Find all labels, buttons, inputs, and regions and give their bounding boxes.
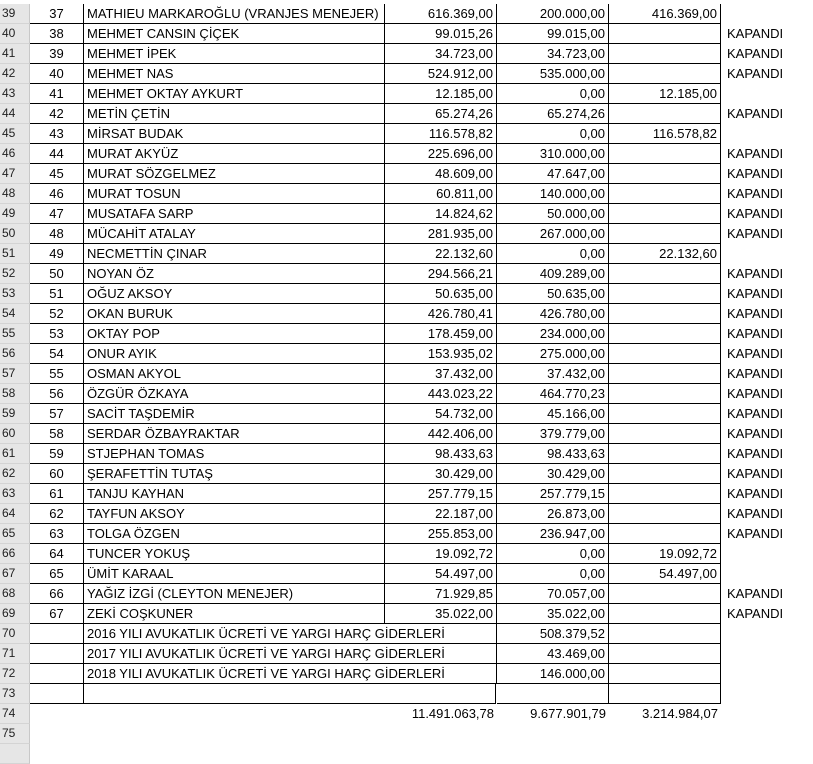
cell-name[interactable]: OĞUZ AKSOY (84, 284, 385, 304)
row-header[interactable]: 59 (0, 404, 30, 424)
cell-name[interactable]: TAYFUN AKSOY (84, 504, 385, 524)
table-row (0, 404, 813, 424)
table-row (0, 104, 813, 124)
cell-no[interactable]: 52 (30, 304, 84, 324)
cell-amount-2[interactable]: 26.873,00 (497, 504, 609, 524)
cell-name[interactable]: TUNCER YOKUŞ (84, 544, 385, 564)
cell-amount-3[interactable]: 22.132,60 (609, 244, 721, 264)
cell-amount-3[interactable] (609, 264, 721, 284)
row-header[interactable]: 70 (0, 624, 30, 644)
cell-expense-label[interactable]: 2016 YILI AVUKATLIK ÜCRETİ VE YARGI HARÇ GİDERLERİ (84, 624, 385, 644)
cell-amount-3[interactable] (609, 624, 721, 644)
cell-name[interactable]: ÖZGÜR ÖZKAYA (84, 384, 385, 404)
cell-amount-1[interactable]: 54.497,00 (385, 564, 497, 584)
cell-no[interactable]: 65 (30, 564, 84, 584)
cell-status[interactable]: KAPANDI (727, 226, 784, 241)
table-row (0, 324, 813, 344)
cell-amount-2[interactable]: 535.000,00 (497, 64, 609, 84)
cell-status[interactable] (721, 564, 813, 584)
cell-no[interactable]: 58 (30, 424, 84, 444)
cell-amount-2[interactable]: 37.432,00 (497, 364, 609, 384)
row-header[interactable] (0, 744, 30, 764)
cell-name[interactable]: MATHIEU MARKAROĞLU (VRANJES MENEJER) (84, 4, 385, 24)
cell-name[interactable]: YAĞIZ İZGİ (CLEYTON MENEJER) (84, 584, 385, 604)
cell-amount-3[interactable] (609, 464, 721, 484)
cell-amount-3[interactable] (609, 404, 721, 424)
cell-amount-2[interactable]: 310.000,00 (497, 144, 609, 164)
cell-status[interactable]: KAPANDI (727, 46, 784, 61)
row-header[interactable]: 48 (0, 184, 30, 204)
cell-amount-3[interactable]: 12.185,00 (609, 84, 721, 104)
row-header[interactable]: 47 (0, 164, 30, 184)
cell-amount-3[interactable] (609, 644, 721, 664)
cell-name[interactable]: NOYAN ÖZ (84, 264, 385, 284)
cell-name[interactable]: OKTAY POP (84, 324, 385, 344)
cell-no[interactable] (30, 624, 84, 644)
totals-row (0, 704, 813, 724)
cell-amount-1[interactable]: 37.432,00 (385, 364, 497, 384)
table-row (0, 424, 813, 444)
cell-amount-2[interactable]: 50.000,00 (497, 204, 609, 224)
cell-amount-3[interactable] (609, 684, 721, 704)
cell-name[interactable]: OSMAN AKYOL (84, 364, 385, 384)
cell-amount-2[interactable]: 236.947,00 (497, 524, 609, 544)
cell-status[interactable]: KAPANDI (727, 486, 784, 501)
cell-amount-2[interactable]: 0,00 (497, 84, 609, 104)
cell-amount-1[interactable]: 71.929,85 (385, 584, 497, 604)
cell-amount-1[interactable]: 22.132,60 (385, 244, 497, 264)
table-row (0, 264, 813, 284)
cell-amount-2[interactable]: 379.779,00 (497, 424, 609, 444)
cell-no[interactable]: 44 (30, 144, 84, 164)
cell-status[interactable]: KAPANDI (727, 106, 784, 121)
cell-name[interactable]: TOLGA ÖZGEN (84, 524, 385, 544)
cell-amount-1[interactable]: 524.912,00 (385, 64, 497, 84)
cell-status[interactable]: KAPANDI (727, 166, 784, 181)
cell-status[interactable]: KAPANDI (727, 206, 784, 221)
cell-name[interactable]: ZEKİ COŞKUNER (84, 604, 385, 624)
cell-amount-2[interactable]: 257.779,15 (497, 484, 609, 504)
cell-amount-1[interactable]: 616.369,00 (385, 4, 497, 24)
total-amount-3[interactable]: 3.214.984,07 (642, 706, 718, 721)
cell-status[interactable]: KAPANDI (727, 306, 784, 321)
cell-name[interactable]: SERDAR ÖZBAYRAKTAR (84, 424, 385, 444)
row-header[interactable]: 45 (0, 124, 30, 144)
cell-name[interactable]: OKAN BURUK (84, 304, 385, 324)
cell-amount-1[interactable]: 48.609,00 (385, 164, 497, 184)
cell-no[interactable]: 43 (30, 124, 84, 144)
cell-status[interactable]: KAPANDI (727, 346, 784, 361)
cell-amount-1[interactable]: 255.853,00 (385, 524, 497, 544)
cell-amount-3[interactable] (609, 604, 721, 624)
cell-no[interactable]: 47 (30, 204, 84, 224)
cell-amount-3[interactable] (609, 504, 721, 524)
cell-status[interactable]: KAPANDI (727, 266, 784, 281)
row-header[interactable]: 69 (0, 604, 30, 624)
cell-amount-3[interactable] (609, 424, 721, 444)
cell-no[interactable]: 55 (30, 364, 84, 384)
table-row (0, 464, 813, 484)
cell-no[interactable]: 45 (30, 164, 84, 184)
cell-no[interactable]: 60 (30, 464, 84, 484)
cell-status[interactable] (721, 4, 813, 24)
table-row (0, 304, 813, 324)
table-row (0, 224, 813, 244)
row-header[interactable]: 46 (0, 144, 30, 164)
row-header[interactable]: 67 (0, 564, 30, 584)
row-header[interactable]: 75 (0, 724, 30, 744)
cell-amount-2[interactable]: 34.723,00 (497, 44, 609, 64)
cell-amount-1[interactable]: 22.187,00 (385, 504, 497, 524)
cell-amount-2[interactable]: 200.000,00 (497, 4, 609, 24)
cell-amount-2[interactable]: 409.289,00 (497, 264, 609, 284)
cell-name[interactable] (84, 684, 496, 704)
row-header[interactable]: 43 (0, 84, 30, 104)
cell-status[interactable]: KAPANDI (727, 366, 784, 381)
table-row (0, 584, 813, 604)
row-header[interactable]: 42 (0, 64, 30, 84)
cell-amount-2[interactable]: 70.057,00 (497, 584, 609, 604)
cell-name[interactable]: STJEPHAN TOMAS (84, 444, 385, 464)
row-header[interactable]: 56 (0, 344, 30, 364)
table-row (0, 164, 813, 184)
cell-status[interactable]: KAPANDI (727, 426, 784, 441)
cell-status[interactable]: KAPANDI (727, 326, 784, 341)
cell-amount-3[interactable] (609, 64, 721, 84)
cell-status[interactable]: KAPANDI (727, 526, 784, 541)
cell-amount-2[interactable]: 0,00 (497, 544, 609, 564)
table-row (0, 544, 813, 564)
total-amount-1[interactable]: 11.491.063,78 (411, 706, 494, 721)
cell-status[interactable]: KAPANDI (727, 146, 784, 161)
cell-status[interactable]: KAPANDI (727, 466, 784, 481)
table-row (0, 524, 813, 544)
cell-no[interactable] (30, 684, 84, 704)
cell-amount-3[interactable] (609, 584, 721, 604)
cell-amount-3[interactable] (609, 24, 721, 44)
cell-name[interactable]: MÜCAHİT ATALAY (84, 224, 385, 244)
table-row (0, 364, 813, 384)
expense-row (0, 644, 813, 664)
cell-amount-1[interactable]: 116.578,82 (385, 124, 497, 144)
cell-amount-1[interactable]: 14.824,62 (385, 204, 497, 224)
row-header[interactable]: 44 (0, 104, 30, 124)
table-row (0, 344, 813, 364)
cell-amount-3[interactable] (609, 204, 721, 224)
cell-amount-1[interactable]: 294.566,21 (385, 264, 497, 284)
cell-amount-2[interactable]: 0,00 (497, 244, 609, 264)
cell-no[interactable]: 49 (30, 244, 84, 264)
row-header[interactable]: 62 (0, 464, 30, 484)
row-header[interactable]: 54 (0, 304, 30, 324)
cell-name[interactable]: MURAT TOSUN (84, 184, 385, 204)
cell-amount-1[interactable]: 34.723,00 (385, 44, 497, 64)
cell-name[interactable]: MUSATAFA SARP (84, 204, 385, 224)
cell-amount-2[interactable]: 267.000,00 (497, 224, 609, 244)
cell-no[interactable]: 62 (30, 504, 84, 524)
cell-amount-1[interactable]: 178.459,00 (385, 324, 497, 344)
table-row (0, 564, 813, 584)
cell-no[interactable]: 40 (30, 64, 84, 84)
cell-amount-1[interactable]: 99.015,26 (385, 24, 497, 44)
cell-amount-2[interactable]: 65.274,26 (497, 104, 609, 124)
cell-status[interactable]: KAPANDI (727, 26, 784, 41)
cell-no[interactable]: 51 (30, 284, 84, 304)
row-header[interactable]: 72 (0, 664, 30, 684)
cell-no[interactable] (30, 664, 84, 684)
table-row (0, 4, 813, 24)
cell-amount-2[interactable]: 275.000,00 (497, 344, 609, 364)
row-header[interactable]: 61 (0, 444, 30, 464)
cell-amount-2[interactable]: 98.433,63 (497, 444, 609, 464)
cell-amount-1[interactable]: 12.185,00 (385, 84, 497, 104)
cell-amount-3[interactable] (609, 304, 721, 324)
cell-status[interactable]: KAPANDI (727, 506, 784, 521)
cell-amount-3[interactable] (609, 664, 721, 684)
total-amount-2[interactable]: 9.677.901,79 (530, 706, 606, 721)
cell-no[interactable]: 39 (30, 44, 84, 64)
cell-no[interactable]: 42 (30, 104, 84, 124)
cell-amount-3[interactable]: 116.578,82 (609, 124, 721, 144)
cell-status[interactable] (721, 244, 813, 264)
cell-amount-1[interactable]: 35.022,00 (385, 604, 497, 624)
cell-amount-2[interactable] (497, 684, 609, 704)
row-header[interactable]: 40 (0, 24, 30, 44)
cell-amount-2[interactable]: 146.000,00 (497, 664, 609, 684)
row-header[interactable]: 66 (0, 544, 30, 564)
cell-no[interactable]: 67 (30, 604, 84, 624)
cell-name[interactable]: MURAT AKYÜZ (84, 144, 385, 164)
cell-amount-2[interactable]: 50.635,00 (497, 284, 609, 304)
cell-amount-3[interactable] (609, 144, 721, 164)
cell-name[interactable]: MİRSAT BUDAK (84, 124, 385, 144)
row-header[interactable]: 64 (0, 504, 30, 524)
row-header[interactable]: 73 (0, 684, 30, 704)
cell-amount-1[interactable]: 443.023,22 (385, 384, 497, 404)
cell-name[interactable]: ÜMİT KARAAL (84, 564, 385, 584)
cell-name[interactable]: ŞERAFETTİN TUTAŞ (84, 464, 385, 484)
cell-no[interactable]: 54 (30, 344, 84, 364)
cell-amount-3[interactable]: 416.369,00 (609, 4, 721, 24)
cell-no[interactable]: 48 (30, 224, 84, 244)
cell-amount-1[interactable]: 19.092,72 (385, 544, 497, 564)
cell-no[interactable]: 41 (30, 84, 84, 104)
cell-amount-3[interactable] (609, 524, 721, 544)
row-header[interactable]: 49 (0, 204, 30, 224)
row-header[interactable]: 50 (0, 224, 30, 244)
cell-amount-2[interactable]: 426.780,00 (497, 304, 609, 324)
cell-no[interactable] (30, 704, 84, 724)
cell-amount-3[interactable]: 19.092,72 (609, 544, 721, 564)
cell-amount-1[interactable]: 426.780,41 (385, 304, 497, 324)
cell-amount-3[interactable] (609, 384, 721, 404)
cell-amount-1[interactable]: 257.779,15 (385, 484, 497, 504)
cell-no[interactable]: 61 (30, 484, 84, 504)
cell-amount-2[interactable]: 35.022,00 (497, 604, 609, 624)
empty-row (0, 744, 813, 764)
cell-name[interactable]: MEHMET NAS (84, 64, 385, 84)
cell-amount-2[interactable]: 464.770,23 (497, 384, 609, 404)
cell-amount-2[interactable]: 0,00 (497, 124, 609, 144)
row-header[interactable]: 39 (0, 4, 30, 24)
table-row (0, 444, 813, 464)
cell-amount-2[interactable]: 47.647,00 (497, 164, 609, 184)
row-header[interactable]: 55 (0, 324, 30, 344)
cell-no[interactable]: 66 (30, 584, 84, 604)
row-header[interactable]: 68 (0, 584, 30, 604)
cell-name[interactable]: ONUR AYIK (84, 344, 385, 364)
row-header[interactable]: 60 (0, 424, 30, 444)
cell-amount-1[interactable]: 50.635,00 (385, 284, 497, 304)
table-row (0, 204, 813, 224)
cell-status[interactable] (721, 544, 813, 564)
cell-amount-1[interactable]: 281.935,00 (385, 224, 497, 244)
cell-no[interactable]: 56 (30, 384, 84, 404)
table-row (0, 64, 813, 84)
cell-amount-3[interactable] (609, 44, 721, 64)
cell-name[interactable]: MURAT SÖZGELMEZ (84, 164, 385, 184)
row-header[interactable]: 74 (0, 704, 30, 724)
cell-status[interactable]: KAPANDI (727, 406, 784, 421)
cell-amount-2[interactable]: 140.000,00 (497, 184, 609, 204)
cell-amount-3[interactable] (609, 364, 721, 384)
row-header[interactable]: 57 (0, 364, 30, 384)
row-header[interactable]: 58 (0, 384, 30, 404)
table-row (0, 504, 813, 524)
row-header[interactable]: 63 (0, 484, 30, 504)
table-row (0, 384, 813, 404)
cell-amount-1[interactable]: 54.732,00 (385, 404, 497, 424)
cell-amount-3[interactable] (609, 184, 721, 204)
cell-expense-label[interactable]: 2017 YILI AVUKATLIK ÜCRETİ VE YARGI HARÇ GİDERLERİ (84, 644, 385, 664)
cell-amount-3[interactable] (609, 484, 721, 504)
cell-amount-2[interactable]: 508.379,52 (497, 624, 609, 644)
cell-no[interactable] (30, 644, 84, 664)
expense-row (0, 624, 813, 644)
cell-amount-1[interactable]: 98.433,63 (385, 444, 497, 464)
empty-row (0, 724, 813, 744)
cell-no[interactable]: 50 (30, 264, 84, 284)
cell-amount-3[interactable] (609, 224, 721, 244)
cell-amount-1[interactable]: 153.935,02 (385, 344, 497, 364)
cell-status[interactable]: KAPANDI (727, 586, 784, 601)
cell-amount-3[interactable]: 54.497,00 (609, 564, 721, 584)
table-row (0, 124, 813, 144)
cell-amount-3[interactable] (609, 104, 721, 124)
cell-name[interactable]: TANJU KAYHAN (84, 484, 385, 504)
cell-no[interactable]: 63 (30, 524, 84, 544)
cell-no[interactable]: 57 (30, 404, 84, 424)
row-header[interactable]: 53 (0, 284, 30, 304)
cell-status[interactable]: KAPANDI (727, 446, 784, 461)
expense-row (0, 664, 813, 684)
cell-name[interactable]: SACİT TAŞDEMİR (84, 404, 385, 424)
table-row (0, 484, 813, 504)
cell-amount-3[interactable] (609, 324, 721, 344)
cell-amount-1[interactable]: 442.406,00 (385, 424, 497, 444)
cell-amount-1[interactable]: 30.429,00 (385, 464, 497, 484)
cell-status[interactable]: KAPANDI (727, 606, 784, 621)
cell-expense-label[interactable]: 2018 YILI AVUKATLIK ÜCRETİ VE YARGI HARÇ GİDERLERİ (84, 664, 385, 684)
cell-status[interactable]: KAPANDI (727, 66, 784, 81)
cell-status[interactable] (721, 124, 813, 144)
table-row (0, 244, 813, 264)
cell-name[interactable]: MEHMET CANSIN ÇİÇEK (84, 24, 385, 44)
cell-amount-2[interactable]: 45.166,00 (497, 404, 609, 424)
cell-status[interactable]: KAPANDI (727, 386, 784, 401)
table-row (0, 284, 813, 304)
cell-amount-3[interactable] (609, 164, 721, 184)
cell-name[interactable]: MEHMET OKTAY AYKURT (84, 84, 385, 104)
row-header[interactable]: 41 (0, 44, 30, 64)
table-row (0, 604, 813, 624)
cell-amount-3[interactable] (609, 344, 721, 364)
cell-amount-2[interactable]: 234.000,00 (497, 324, 609, 344)
table-row (0, 44, 813, 64)
cell-amount-1[interactable]: 225.696,00 (385, 144, 497, 164)
table-row (0, 24, 813, 44)
row-header[interactable]: 71 (0, 644, 30, 664)
cell-amount-2[interactable]: 43.469,00 (497, 644, 609, 664)
cell-amount-3[interactable] (609, 444, 721, 464)
cell-status[interactable]: KAPANDI (727, 186, 784, 201)
cell-amount-2[interactable]: 99.015,00 (497, 24, 609, 44)
row-header[interactable]: 52 (0, 264, 30, 284)
cell-amount-2[interactable]: 30.429,00 (497, 464, 609, 484)
cell-no[interactable]: 64 (30, 544, 84, 564)
table-row (0, 84, 813, 104)
cell-name[interactable]: METİN ÇETİN (84, 104, 385, 124)
cell-amount-2[interactable]: 0,00 (497, 564, 609, 584)
cell-status[interactable]: KAPANDI (727, 286, 784, 301)
cell-status[interactable] (721, 84, 813, 104)
cell-amount-1[interactable]: 60.811,00 (385, 184, 497, 204)
cell-no[interactable]: 37 (30, 4, 84, 24)
cell-no[interactable]: 59 (30, 444, 84, 464)
table-row (0, 184, 813, 204)
cell-no[interactable]: 53 (30, 324, 84, 344)
table-row (0, 144, 813, 164)
row-header[interactable]: 51 (0, 244, 30, 264)
cell-no[interactable]: 38 (30, 24, 84, 44)
cell-no[interactable]: 46 (30, 184, 84, 204)
blank-row (0, 684, 813, 704)
row-header[interactable]: 65 (0, 524, 30, 544)
cell-amount-1[interactable]: 65.274,26 (385, 104, 497, 124)
cell-name[interactable]: MEHMET İPEK (84, 44, 385, 64)
cell-amount-3[interactable] (609, 284, 721, 304)
cell-name[interactable]: NECMETTİN ÇINAR (84, 244, 385, 264)
